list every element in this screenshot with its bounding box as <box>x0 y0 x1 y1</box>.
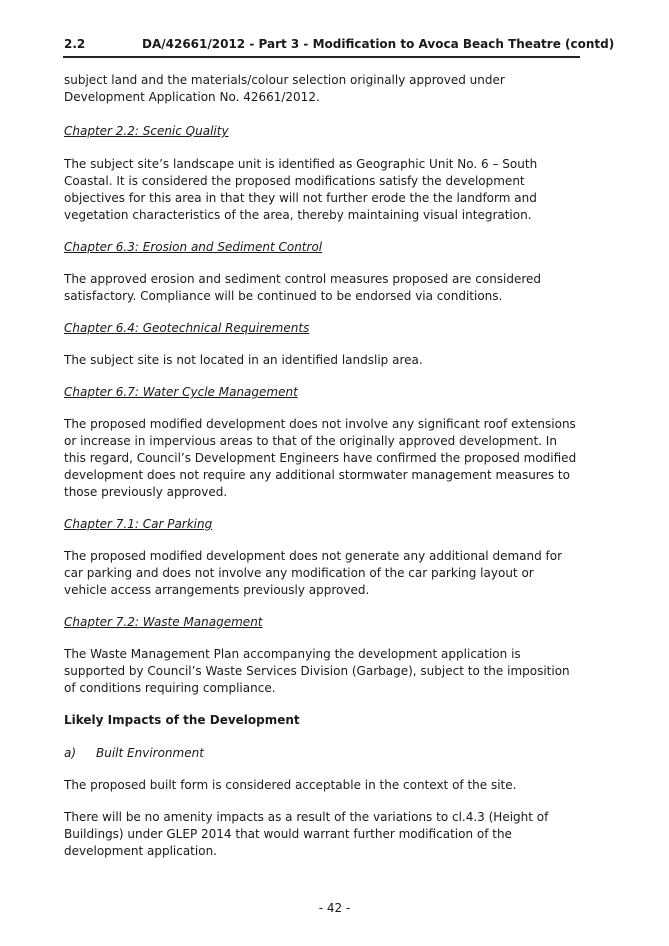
paragraph-erosion-sediment: The approved erosion and sediment control measures proposed are considered satisfactory. Compliance will be continued to be endorsed via conditions. <box>64 272 542 303</box>
paragraph-waste-management: The Waste Management Plan accompanying the development application is supported by Council’s Waste Services Division (Garbage), subject to the imposition of conditions requiring compliance. <box>64 647 570 695</box>
paragraph-car-parking: The proposed modified development does not generate any additional demand for car parking and does not involve any modification of the car parking layout or vehicle access arrangements previously approved. <box>64 549 563 597</box>
list-item-label: a) <box>64 746 77 760</box>
paragraph-water-cycle: The proposed modified development does not involve any significant roof extensions or increase in impervious areas to that of the originally approved development. In this regard, Council’s Development Engineers have confirmed the proposed modified development does not require any additional stormwater management measures to those previously approved. <box>64 417 577 499</box>
paragraph-built-form: The proposed built form is considered acceptable in the context of the site. <box>64 778 517 792</box>
heading-water-cycle: Chapter 6.7: Water Cycle Management <box>64 385 298 399</box>
paragraph-scenic-quality: The subject site’s landscape unit is identified as Geographic Unit No. 6 – South Coastal. It is considered the proposed modifications satisfy the development objectives for this area in that they will not further erode the the landform and vegetation characteristics of the area, thereby maintaining visual integration. <box>64 157 538 222</box>
header-title: DA/42661/2012 - Part 3 - Modification to Avoca Beach Theatre (contd) <box>142 37 615 51</box>
section-number: 2.2 <box>64 37 86 51</box>
page-number: - 42 - <box>318 901 351 915</box>
paragraph-amenity: There will be no amenity impacts as a result of the variations to cl.4.3 (Height of Buildings) under GLEP 2014 that would warrant further modification of the development application. <box>64 810 549 858</box>
heading-likely-impacts: Likely Impacts of the Development <box>64 713 300 727</box>
heading-car-parking: Chapter 7.1: Car Parking <box>64 517 213 531</box>
heading-erosion-sediment: Chapter 6.3: Erosion and Sediment Control <box>64 240 323 254</box>
heading-waste-management: Chapter 7.2: Waste Management <box>64 615 263 629</box>
paragraph-geotechnical: The subject site is not located in an identified landslip area. <box>64 353 423 367</box>
page-header <box>63 34 615 58</box>
paragraph-continuation: subject land and the materials/colour selection originally approved under Development Application No. 42661/2012. <box>64 73 505 104</box>
heading-scenic-quality: Chapter 2.2: Scenic Quality <box>64 124 229 138</box>
document-body <box>64 72 580 860</box>
list-item-built-environment <box>64 745 580 762</box>
heading-geotechnical: Chapter 6.4: Geotechnical Requirements <box>64 321 310 335</box>
list-item-text: Built Environment <box>96 746 204 760</box>
